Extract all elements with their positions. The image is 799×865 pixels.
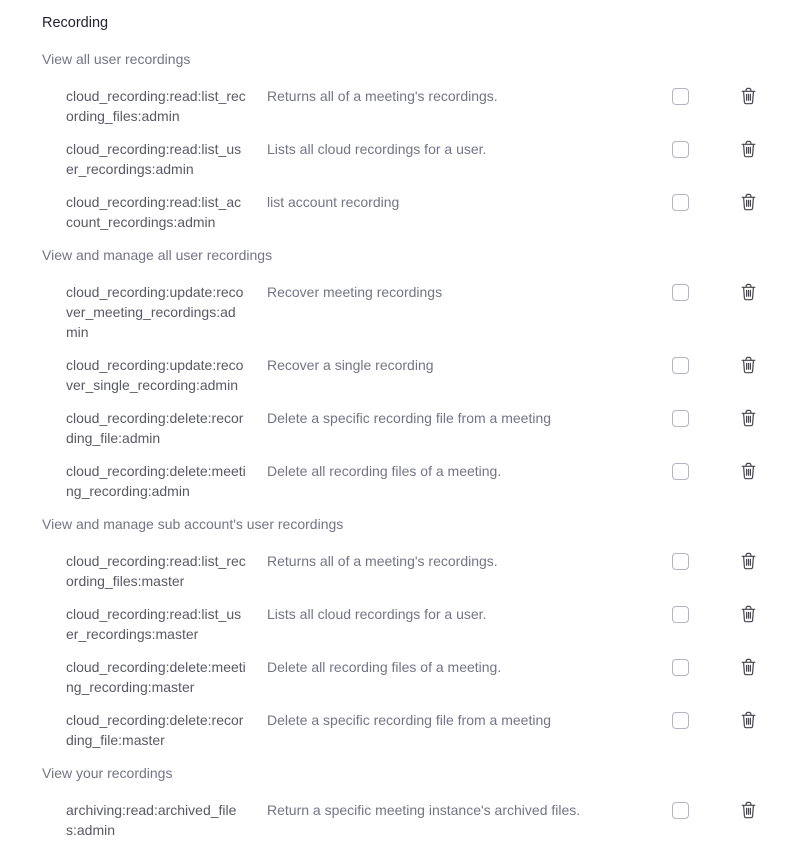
- scope-checkbox[interactable]: [672, 802, 689, 819]
- trash-icon: [740, 356, 757, 374]
- section-rows: [42, 800, 757, 840]
- scope-row: [42, 551, 757, 591]
- section-rows: [42, 282, 757, 501]
- sections-root: [42, 49, 757, 840]
- scope-name: cloud_recording:delete:meeting_recording:admin: [66, 463, 246, 499]
- scope-row: [42, 192, 757, 232]
- scope-description: Lists all cloud recordings for a user.: [267, 141, 487, 157]
- scope-name: cloud_recording:delete:recording_file:admin: [66, 410, 244, 446]
- scope-name: cloud_recording:delete:meeting_recording:master: [66, 659, 246, 695]
- scope-row: [42, 800, 757, 840]
- scope-name: cloud_recording:update:recover_single_recording:admin: [66, 357, 244, 393]
- page-title: Recording: [42, 15, 109, 31]
- row-controls: [672, 657, 757, 676]
- row-controls: [672, 461, 757, 480]
- section-rows: [42, 86, 757, 232]
- scope-checkbox[interactable]: [672, 357, 689, 374]
- scope-description: Delete all recording files of a meeting.: [267, 659, 502, 675]
- section-label: View and manage all user recordings: [42, 247, 273, 263]
- scope-description: Delete a specific recording file from a meeting: [267, 712, 552, 728]
- trash-icon: [740, 193, 757, 211]
- delete-scope-button[interactable]: [740, 140, 757, 158]
- scope-row: [42, 355, 757, 395]
- scope-checkbox[interactable]: [672, 284, 689, 301]
- scope-row: [42, 657, 757, 697]
- scope-name: cloud_recording:update:recover_meeting_recordings:admin: [66, 284, 244, 340]
- trash-icon: [740, 552, 757, 570]
- section-label: View all user recordings: [42, 51, 191, 67]
- trash-icon: [740, 658, 757, 676]
- row-controls: [672, 408, 757, 427]
- scope-checkbox[interactable]: [672, 606, 689, 623]
- scope-section: [42, 514, 757, 750]
- delete-scope-button[interactable]: [740, 283, 757, 301]
- scope-checkbox[interactable]: [672, 463, 689, 480]
- delete-scope-button[interactable]: [740, 658, 757, 676]
- delete-scope-button[interactable]: [740, 462, 757, 480]
- scope-section: [42, 763, 757, 840]
- scope-row: [42, 282, 757, 342]
- scope-name: cloud_recording:delete:recording_file:master: [66, 712, 244, 748]
- scope-description: Recover meeting recordings: [267, 284, 443, 300]
- trash-icon: [740, 283, 757, 301]
- scope-name: cloud_recording:read:list_user_recordings:admin: [66, 141, 242, 177]
- trash-icon: [740, 462, 757, 480]
- row-controls: [672, 551, 757, 570]
- delete-scope-button[interactable]: [740, 87, 757, 105]
- row-controls: [672, 86, 757, 105]
- delete-scope-button[interactable]: [740, 711, 757, 729]
- scope-checkbox[interactable]: [672, 141, 689, 158]
- row-controls: [672, 355, 757, 374]
- scope-description: list account recording: [267, 194, 400, 210]
- trash-icon: [740, 140, 757, 158]
- scope-row: [42, 139, 757, 179]
- delete-scope-button[interactable]: [740, 605, 757, 623]
- scope-description: Lists all cloud recordings for a user.: [267, 606, 487, 622]
- delete-scope-button[interactable]: [740, 409, 757, 427]
- scope-checkbox[interactable]: [672, 659, 689, 676]
- row-controls: [672, 139, 757, 158]
- scope-row: [42, 86, 757, 126]
- scope-description: Return a specific meeting instance's archived files.: [267, 802, 581, 818]
- section-label: View and manage sub account's user recordings: [42, 516, 344, 532]
- section-label: View your recordings: [42, 765, 173, 781]
- scope-checkbox[interactable]: [672, 712, 689, 729]
- scope-description: Recover a single recording: [267, 357, 434, 373]
- scope-name: cloud_recording:read:list_recording_files:admin: [66, 88, 246, 124]
- row-controls: [672, 800, 757, 819]
- row-controls: [672, 192, 757, 211]
- row-controls: [672, 282, 757, 301]
- row-controls: [672, 604, 757, 623]
- trash-icon: [740, 87, 757, 105]
- scope-checkbox[interactable]: [672, 194, 689, 211]
- scope-row: [42, 604, 757, 644]
- scope-name: cloud_recording:read:list_user_recordings:master: [66, 606, 242, 642]
- scope-row: [42, 710, 757, 750]
- scope-checkbox[interactable]: [672, 88, 689, 105]
- delete-scope-button[interactable]: [740, 801, 757, 819]
- scope-row: [42, 408, 757, 448]
- scope-description: Delete a specific recording file from a meeting: [267, 410, 552, 426]
- delete-scope-button[interactable]: [740, 356, 757, 374]
- trash-icon: [740, 605, 757, 623]
- scope-name: cloud_recording:read:list_recording_files:master: [66, 553, 246, 589]
- scope-description: Returns all of a meeting's recordings.: [267, 88, 498, 104]
- row-controls: [672, 710, 757, 729]
- scope-section: [42, 245, 757, 501]
- scope-checkbox[interactable]: [672, 410, 689, 427]
- scope-section: [42, 49, 757, 232]
- trash-icon: [740, 801, 757, 819]
- trash-icon: [740, 409, 757, 427]
- scope-checkbox[interactable]: [672, 553, 689, 570]
- scope-name: archiving:read:archived_files:admin: [66, 802, 237, 838]
- scope-row: [42, 461, 757, 501]
- trash-icon: [740, 711, 757, 729]
- scope-description: Returns all of a meeting's recordings.: [267, 553, 498, 569]
- delete-scope-button[interactable]: [740, 193, 757, 211]
- delete-scope-button[interactable]: [740, 552, 757, 570]
- scope-description: Delete all recording files of a meeting.: [267, 463, 502, 479]
- scope-name: cloud_recording:read:list_account_recordings:admin: [66, 194, 242, 230]
- section-rows: [42, 551, 757, 750]
